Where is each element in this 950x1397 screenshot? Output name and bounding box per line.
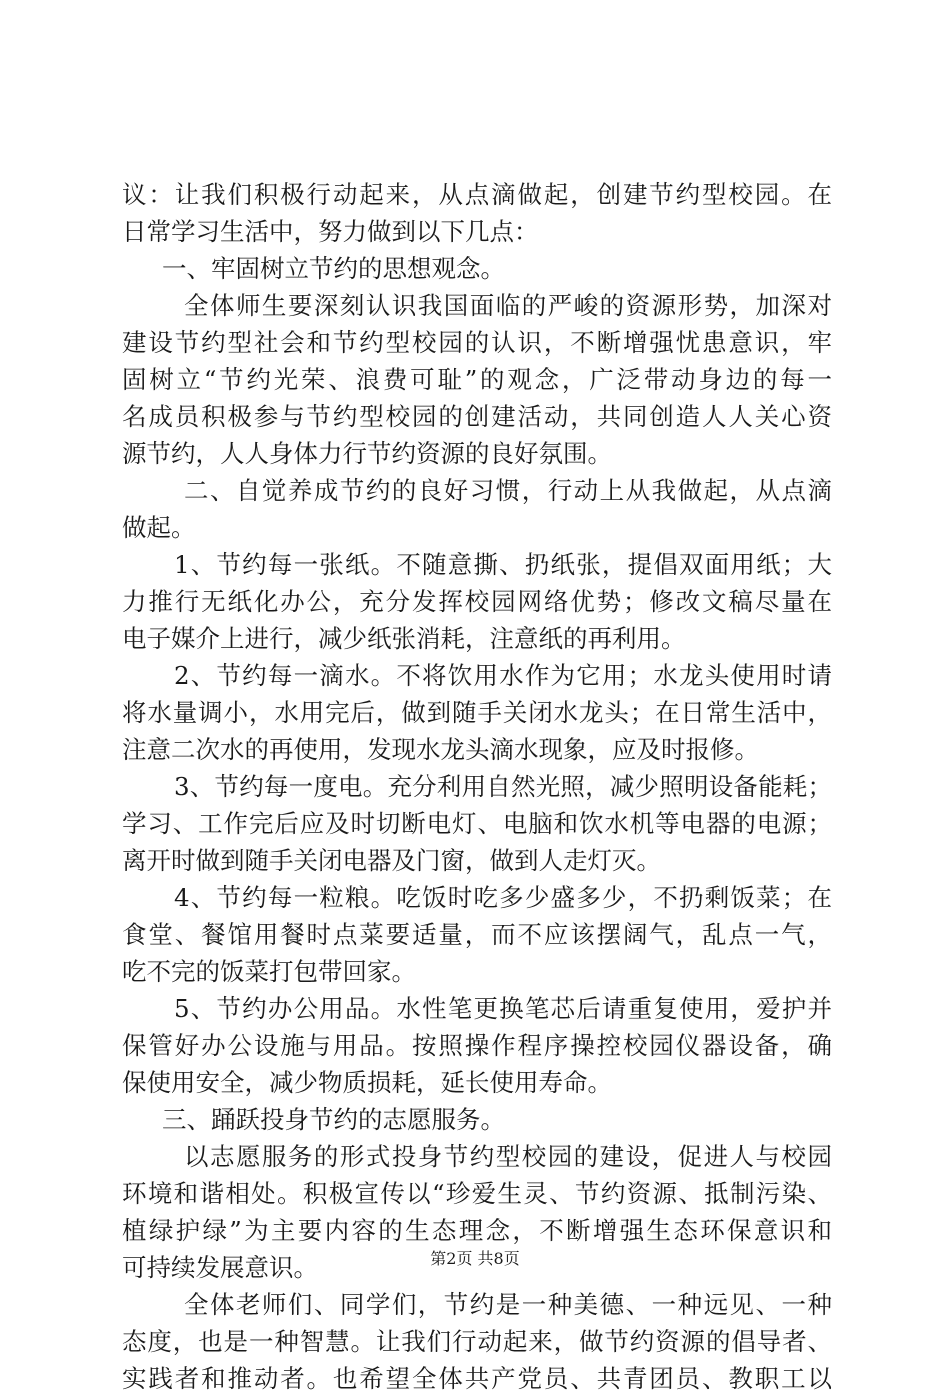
text-line: 态度，也是一种智慧。让我们行动起来，做节约资源的倡导者、 [122, 1327, 832, 1356]
text-line: 三、踊跃投身节约的志愿服务。 [162, 1105, 505, 1134]
text-line: 实践者和推动者。也希望全体共产党员、共青团员、教职工以 [122, 1364, 832, 1393]
text-line: 日常学习生活中，努力做到以下几点： [122, 217, 539, 246]
document-body [122, 176, 832, 1397]
text-line: 做起。 [122, 513, 196, 542]
text-line: 5、节约办公用品。水性笔更换笔芯后请重复使用，爱护并 [174, 994, 832, 1023]
text-line: 2、节约每一滴水。不将饮用水作为它用；水龙头使用时请 [174, 661, 832, 690]
text-line: 吃不完的饭菜打包带回家。 [122, 957, 416, 986]
text-line: 植绿护绿”为主要内容的生态理念，不断增强生态环保意识和 [122, 1216, 832, 1245]
text-line: 4、节约每一粒粮。吃饭时吃多少盛多少，不扔剩饭菜；在 [174, 883, 832, 912]
text-line: 保管好办公设施与用品。按照操作程序操控校园仪器设备，确 [122, 1031, 832, 1060]
text-line: 议：让我们积极行动起来，从点滴做起，创建节约型校园。在 [122, 180, 832, 209]
text-line: 可持续发展意识。 [122, 1253, 318, 1282]
text-line: 以志愿服务的形式投身节约型校园的建设，促进人与校园 [184, 1142, 832, 1171]
text-line: 源节约，人人身体力行节约资源的良好氛围。 [122, 439, 612, 468]
text-line: 电子媒介上进行，减少纸张消耗，注意纸的再利用。 [122, 624, 686, 653]
text-line: 保使用安全，减少物质损耗，延长使用寿命。 [122, 1068, 612, 1097]
text-line: 固树立“节约光荣、浪费可耻”的观念，广泛带动身边的每一 [122, 365, 832, 394]
text-line: 一、牢固树立节约的思想观念。 [162, 254, 505, 283]
text-line: 全体老师们、同学们，节约是一种美德、一种远见、一种 [184, 1290, 832, 1319]
text-line: 将水量调小，水用完后，做到随手关闭水龙头；在日常生活中， [122, 698, 832, 727]
text-line: 建设节约型社会和节约型校园的认识，不断增强忧患意识，牢 [122, 328, 832, 357]
text-line: 名成员积极参与节约型校园的创建活动，共同创造人人关心资 [122, 402, 832, 431]
text-line: 环境和谐相处。积极宣传以“珍爱生灵、节约资源、抵制污染、 [122, 1179, 832, 1208]
text-line: 3、节约每一度电。充分利用自然光照，减少照明设备能耗； [174, 772, 832, 801]
text-line: 二、自觉养成节约的良好习惯，行动上从我做起，从点滴 [184, 476, 832, 505]
text-line: 食堂、餐馆用餐时点菜要适量，而不应该摆阔气，乱点一气， [122, 920, 832, 949]
page-number: 第2页 共8页 [430, 1249, 520, 1268]
text-line: 注意二次水的再使用，发现水龙头滴水现象，应及时报修。 [122, 735, 759, 764]
text-line: 离开时做到随手关闭电器及门窗，做到人走灯灭。 [122, 846, 661, 875]
text-line: 1、节约每一张纸。不随意撕、扔纸张，提倡双面用纸；大 [174, 550, 832, 579]
text-line: 全体师生要深刻认识我国面临的严峻的资源形势，加深对 [184, 291, 832, 320]
text-line: 力推行无纸化办公，充分发挥校园网络优势；修改文稿尽量在 [122, 587, 832, 616]
text-line: 学习、工作完后应及时切断电灯、电脑和饮水机等电器的电源； [122, 809, 832, 838]
